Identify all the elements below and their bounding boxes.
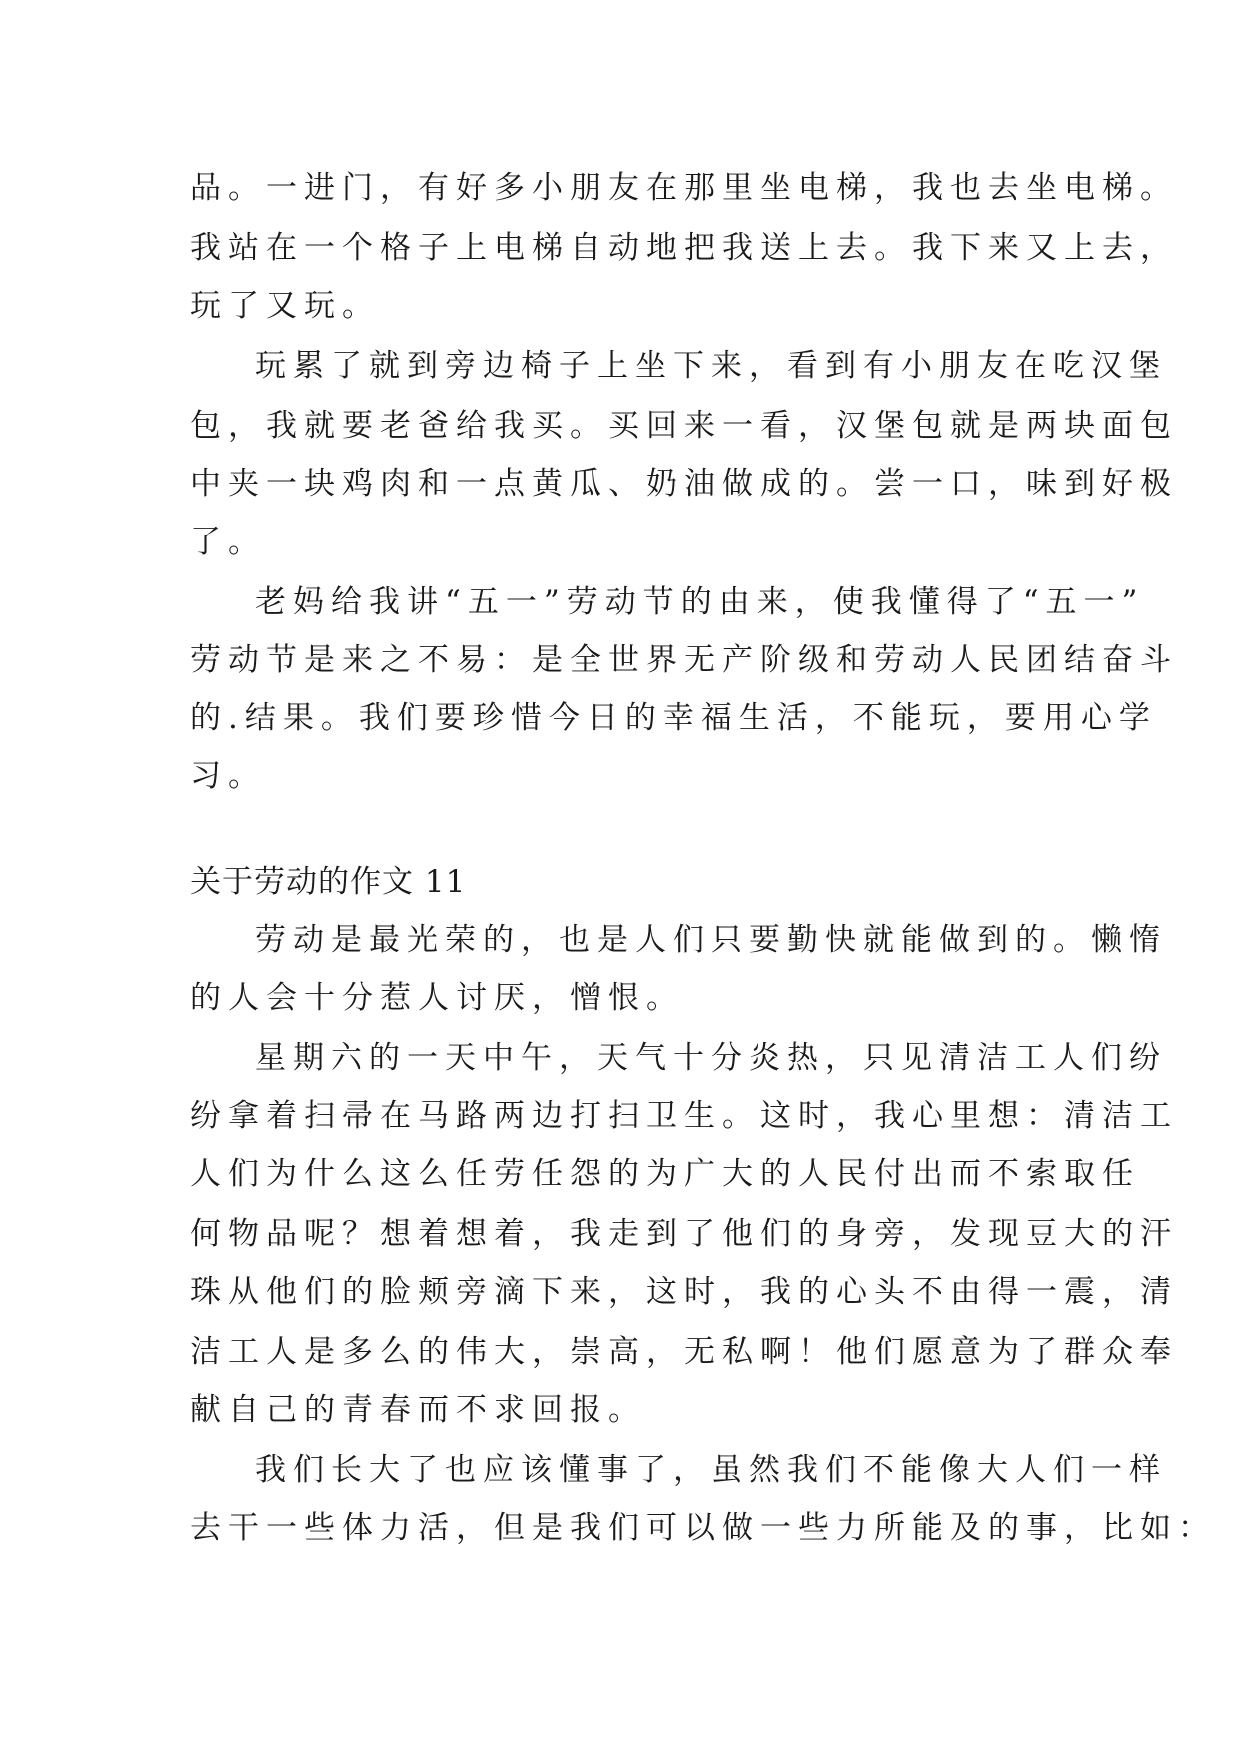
text-line: 的人会十分惹人讨厌，憎恨。 bbox=[190, 980, 684, 1016]
text-line: 包，我就要老爸给我买。买回来一看，汉堡包就是两块面包 bbox=[190, 408, 1178, 444]
text-line: 习。 bbox=[190, 758, 266, 794]
text-line: 人们为什么这么任劳任怨的为广大的人民付出而不索取任 bbox=[190, 1156, 1140, 1192]
text-line: 去干一些体力活，但是我们可以做一些力所能及的事，比如： bbox=[190, 1510, 1216, 1546]
text-line: 劳动节是来之不易：是全世界无产阶级和劳动人民团结奋斗 bbox=[190, 642, 1178, 678]
text-line: 献自己的青春而不求回报。 bbox=[190, 1392, 646, 1428]
text-line: 我们长大了也应该懂事了，虽然我们不能像大人们一样 bbox=[255, 1452, 1167, 1488]
text-line: 玩了又玩。 bbox=[190, 288, 380, 324]
text-line: 纷拿着扫帚在马路两边打扫卫生。这时，我心里想：清洁工 bbox=[190, 1098, 1178, 1134]
text-line: 中夹一块鸡肉和一点黄瓜、奶油做成的。尝一口，味到好极 bbox=[190, 466, 1178, 502]
text-line: 珠从他们的脸颊旁滴下来，这时，我的心头不由得一震，清 bbox=[190, 1274, 1178, 1310]
section-title: 关于劳动的作文 11 bbox=[190, 864, 467, 900]
text-line: 了。 bbox=[190, 524, 266, 560]
text-line: 品。一进门，有好多小朋友在那里坐电梯，我也去坐电梯。 bbox=[190, 170, 1178, 206]
text-line: 星期六的一天中午，天气十分炎热，只见清洁工人们纷 bbox=[255, 1040, 1167, 1076]
text-line: 洁工人是多么的伟大，崇高，无私啊！他们愿意为了群众奉 bbox=[190, 1334, 1178, 1370]
text-line: 老妈给我讲“五一”劳动节的由来，使我懂得了“五一” bbox=[255, 584, 1145, 620]
text-line: 劳动是最光荣的，也是人们只要勤快就能做到的。懒惰 bbox=[255, 922, 1167, 958]
text-line: 我站在一个格子上电梯自动地把我送上去。我下来又上去， bbox=[190, 230, 1178, 266]
text-line: 的.结果。我们要珍惜今日的幸福生活，不能玩，要用心学 bbox=[190, 700, 1157, 736]
text-line: 玩累了就到旁边椅子上坐下来，看到有小朋友在吃汉堡 bbox=[255, 348, 1167, 384]
text-line: 何物品呢？想着想着，我走到了他们的身旁，发现豆大的汗 bbox=[190, 1216, 1178, 1252]
